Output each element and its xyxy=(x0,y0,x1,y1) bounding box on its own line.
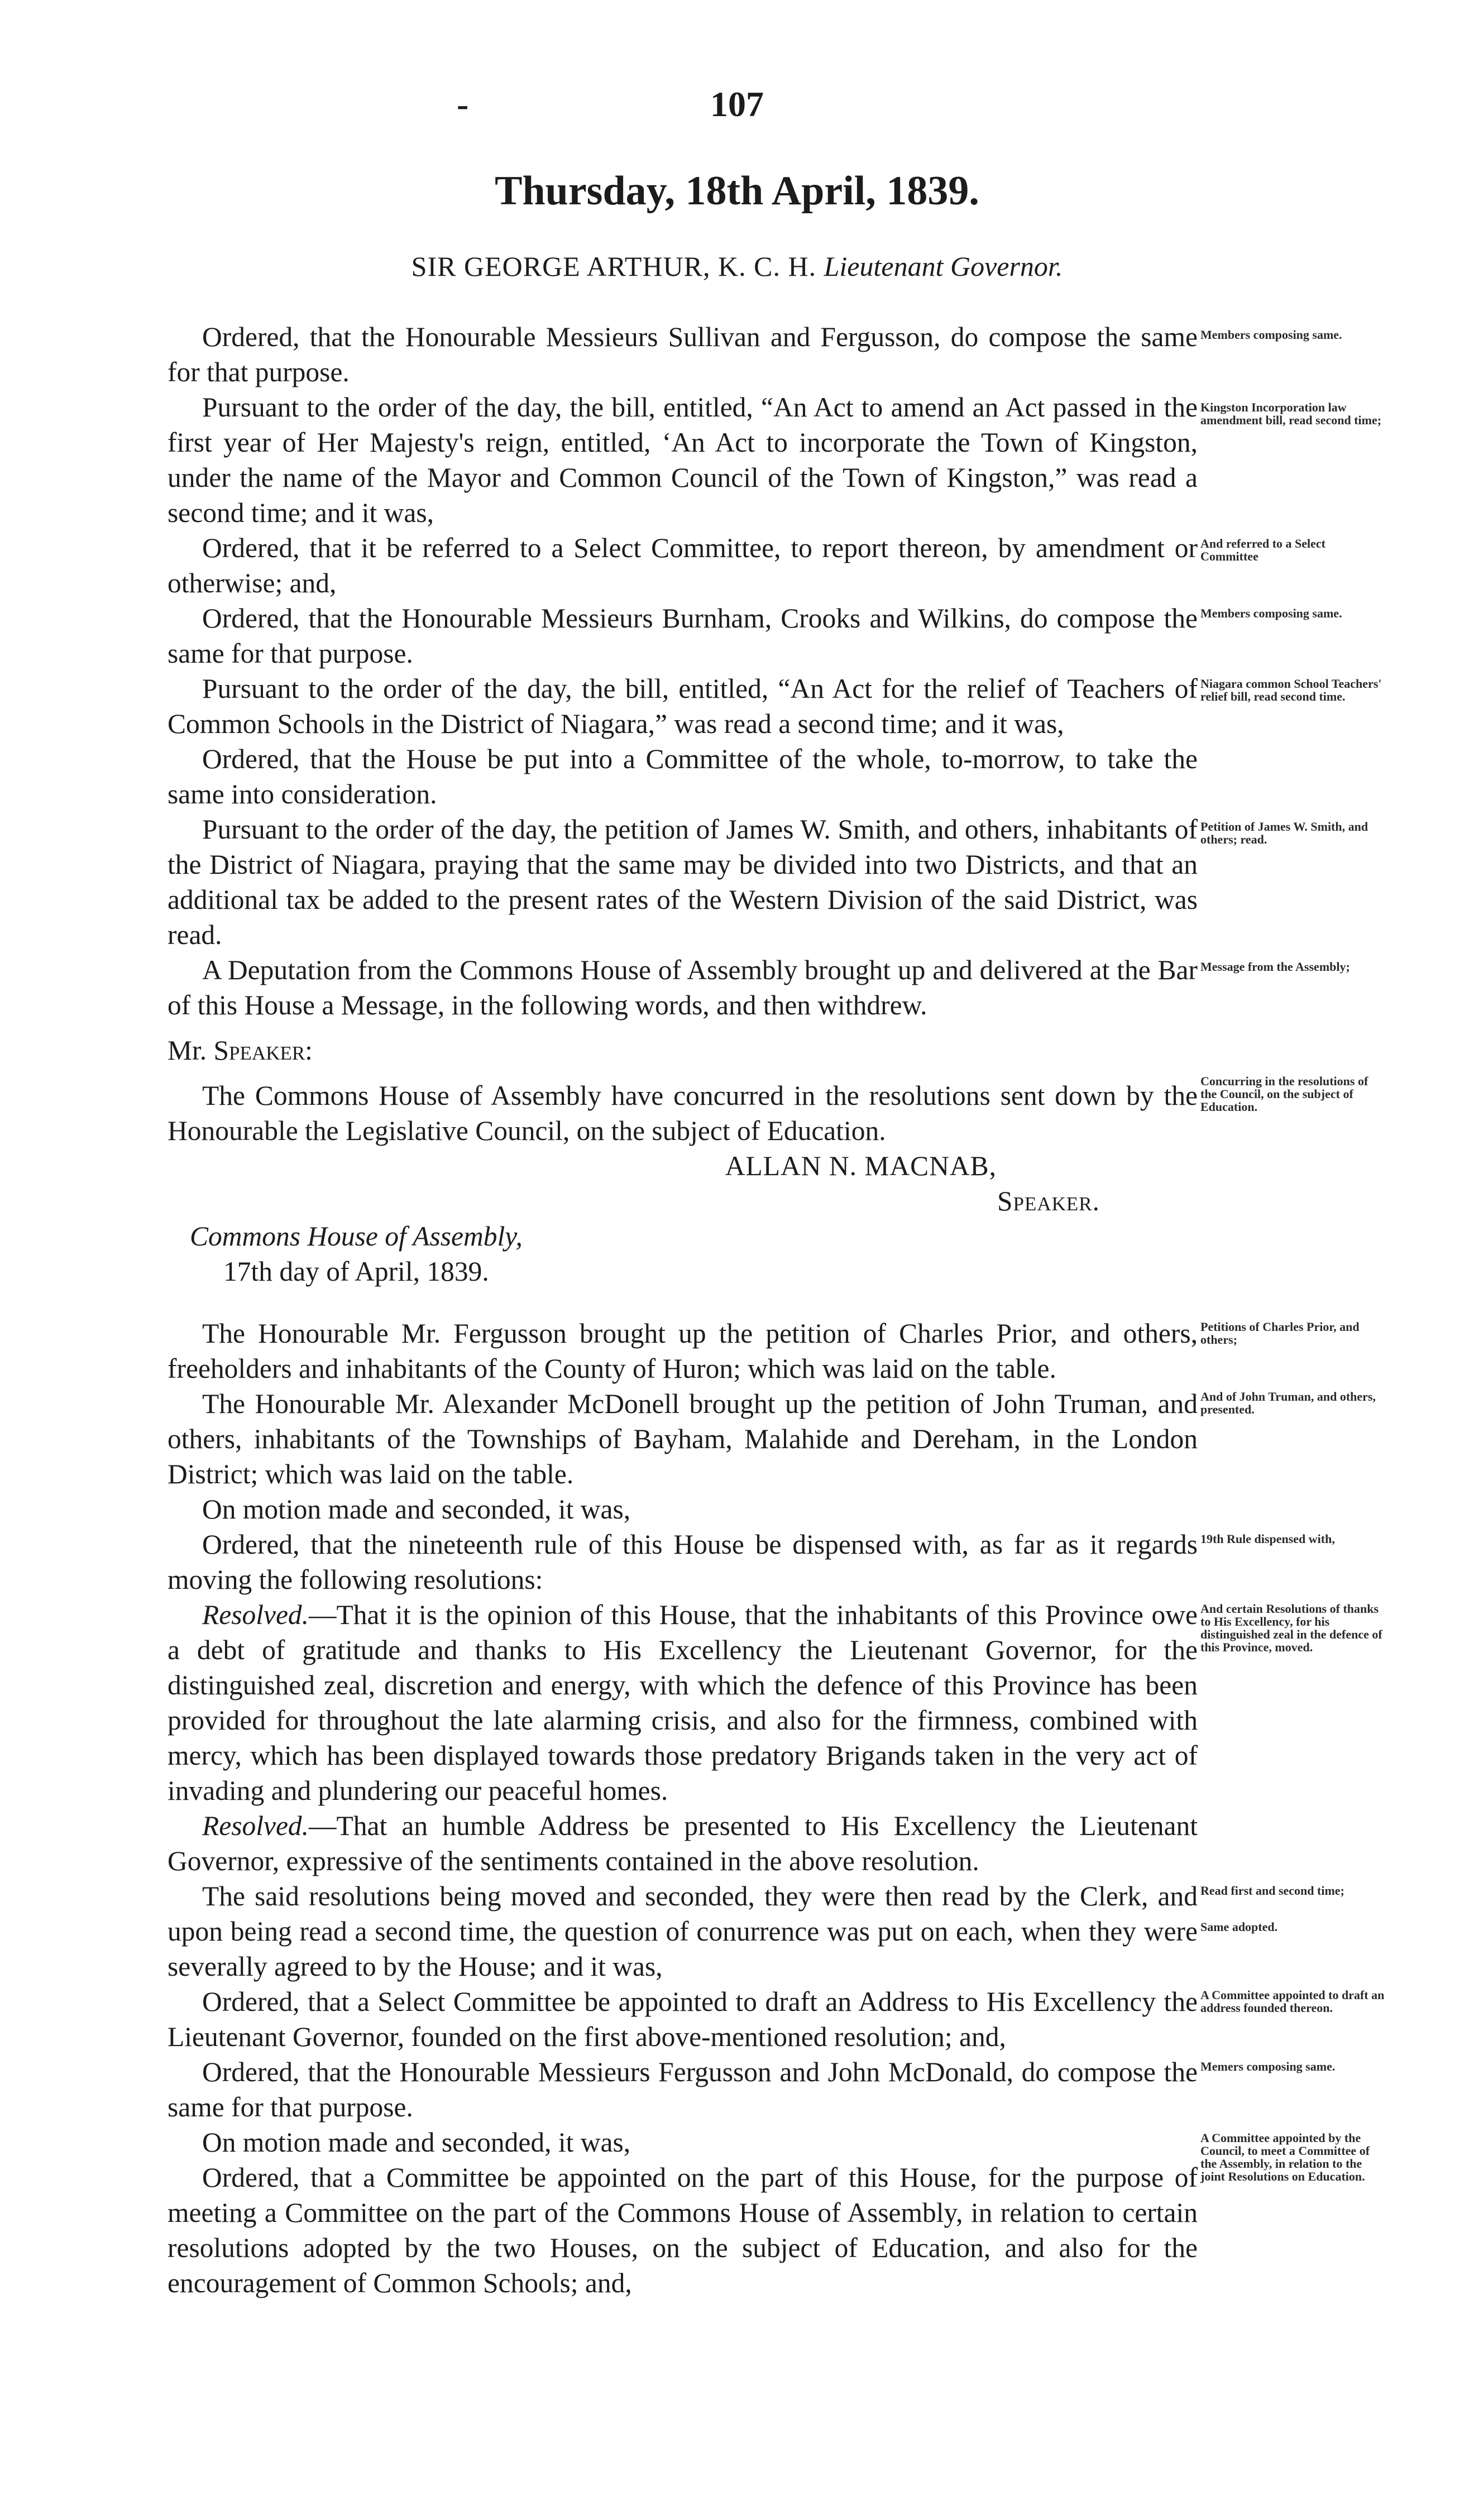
paragraph: The Honourable Mr. Fergusson brought up the petition of Charles Prior, and others, freeholders and inhabitants of the County of Huron; which was laid on the table. xyxy=(168,1318,1198,1384)
message-salutation xyxy=(168,1033,1198,1068)
resolution-paragraph xyxy=(168,1808,1198,1879)
paragraph: Ordered, that a Select Committee be appointed to draft an Address to His Excellency the Lieutenant Governor, founded on the first above-mentioned resolution; and, xyxy=(168,1986,1198,2052)
margin-note: Petitions of Charles Prior, and others; xyxy=(1200,1320,1360,1347)
paragraph: The Honourable Mr. Alexander McDonell brought up the petition of John Truman, and others, inhabitants of the Townships of Bayham, Malahide and Dereham, in the London District; which was laid on the table. xyxy=(168,1388,1198,1489)
margin-note: Petition of James W. Smith, and others; read. xyxy=(1200,820,1368,846)
margin-note: And referred to a Select Committee xyxy=(1200,536,1326,563)
paragraph: Ordered, that a Committee be appointed on the part of this House, for the purpose of meeting a Committee on the part of the Commons House of Assembly, in relation to certain resolutions adopted by the two Houses, on the subject of Education, and also for the encouragement of Common Schools; and, xyxy=(168,2162,1198,2298)
signature-place: Commons House of Assembly, xyxy=(190,1221,523,1252)
resolution-text: —That it is the opinion of this House, that the inhabitants of this Province owe a debt of gratitude and thanks to His Excellency the Lieutenant Governor, for the distinguished zeal, discretion and energy, with which the defence of this Province has been provided for throughout the late alarming crisis, and also for the firmness, combined with mercy, which has been displayed towards those predatory Brigands taken in the very act of invading and plundering our peaceful homes. xyxy=(168,1599,1198,1806)
journal-body xyxy=(168,319,1198,2301)
salutation-name: Speaker: xyxy=(213,1035,313,1066)
margin-note: Concurring in the resolutions of the Council, on the subject of Education. xyxy=(1200,1074,1368,1114)
margin-note: Message from the Assembly; xyxy=(1200,960,1350,974)
resolution-lead: Resolved. xyxy=(202,1810,309,1841)
margin-note: A Committee appointed by the Council, to meet a Committee of the Assembly, in relation to the joint Resolutions on Education. xyxy=(1200,2131,1370,2183)
paragraph: Pursuant to the order of the day, the bill, entitled, “An Act for the relief of Teachers of Common Schools in the District of Niagara,” was read a second time; and it was, xyxy=(168,673,1198,739)
paragraph: Pursuant to the order of the day, the bill, entitled, “An Act to amend an Act passed in the first year of Her Majesty's reign, entitled, ‘An Act to incorporate the Town of Kingston, under the name of the Mayor and Common Council of the Town of Kingston,” was read a second time; and it was, xyxy=(168,392,1198,528)
margin-note: And of John Truman, and others, presented. xyxy=(1200,1390,1376,1416)
paragraph: Ordered, that it be referred to a Select Committee, to report thereon, by amendment or otherwise; and, xyxy=(168,533,1198,598)
margin-note: Members composing same. xyxy=(1200,606,1342,620)
paragraph: Ordered, that the House be put into a Committee of the whole, to-morrow, to take the same into consideration. xyxy=(168,744,1198,809)
paragraph: On motion made and seconded, it was, xyxy=(202,1494,631,1525)
paragraph: The said resolutions being moved and seconded, they were then read by the Clerk, and upon being read a second time, the question of conurrence was put on each, when they were severally agreed to by the House; and it was, xyxy=(168,1881,1198,1982)
margin-note: And certain Resolutions of thanks to His Excellency, for his distinguished zeal in the defence of this Province, moved. xyxy=(1200,1602,1382,1654)
signature-date: 17th day of April, 1839. xyxy=(223,1256,489,1287)
paragraph: On motion made and seconded, it was, xyxy=(202,2127,631,2158)
signature-name: ALLAN N. MACNAB, xyxy=(725,1151,997,1181)
margin-note: Members composing same. xyxy=(1200,328,1342,342)
resolution-lead: Resolved. xyxy=(202,1599,309,1630)
paragraph: Ordered, that the Honourable Messieurs Burnham, Crooks and Wilkins, do compose the same for that purpose. xyxy=(168,603,1198,669)
message-text: The Commons House of Assembly have concurred in the resolutions sent down by the Honourable the Legislative Council, on the subject of Education. xyxy=(168,1080,1198,1146)
paragraph: Pursuant to the order of the day, the petition of James W. Smith, and others, inhabitants of the District of Niagara, praying that the same may be divided into two Districts, and that an additional tax be added to the present rates of the Western Division of the said District, was read. xyxy=(168,814,1198,950)
resolution-paragraph xyxy=(168,1597,1198,1808)
paragraph: Ordered, that the Honourable Messieurs Sullivan and Fergusson, do compose the same for that purpose. xyxy=(168,322,1198,387)
paragraph: A Deputation from the Commons House of Assembly brought up and delivered at the Bar of this House a Message, in the following words, and then withdrew. xyxy=(168,955,1198,1021)
signature-title: Speaker. xyxy=(997,1186,1100,1216)
margin-note: 19th Rule dispensed with, xyxy=(1200,1532,1335,1546)
date-heading: Thursday, 18th April, 1839. xyxy=(495,168,979,214)
presiding-name: SIR GEORGE ARTHUR, K. C. H. xyxy=(411,251,817,282)
presiding-title: Lieutenant Governor. xyxy=(824,251,1063,282)
salutation-prefix: Mr. xyxy=(168,1035,207,1066)
paragraph: Ordered, that the Honourable Messieurs Fergusson and John McDonald, do compose the same for that purpose. xyxy=(168,2057,1198,2123)
page-dash: - xyxy=(457,84,469,124)
margin-note: Kingston Incorporation law amendment bill, read second time; xyxy=(1200,400,1382,427)
margin-note: Same adopted. xyxy=(1200,1920,1278,1934)
presiding-officer xyxy=(0,250,1474,282)
margin-note: A Committee appointed to draft an address founded thereon. xyxy=(1200,1988,1385,2015)
paragraph: Ordered, that the nineteenth rule of this House be dispensed with, as far as it regards moving the following resolutions: xyxy=(168,1529,1198,1595)
resolution-text: —That an humble Address be presented to His Excellency the Lieutenant Governor, expressive of the sentiments contained in the above resolution. xyxy=(168,1810,1198,1876)
margin-note: Read first and second time; xyxy=(1200,1884,1344,1898)
margin-note: Memers composing same. xyxy=(1200,2059,1336,2073)
margin-note: Niagara common School Teachers' relief bill, read second time. xyxy=(1200,677,1382,703)
page-number: 107 xyxy=(710,84,764,124)
